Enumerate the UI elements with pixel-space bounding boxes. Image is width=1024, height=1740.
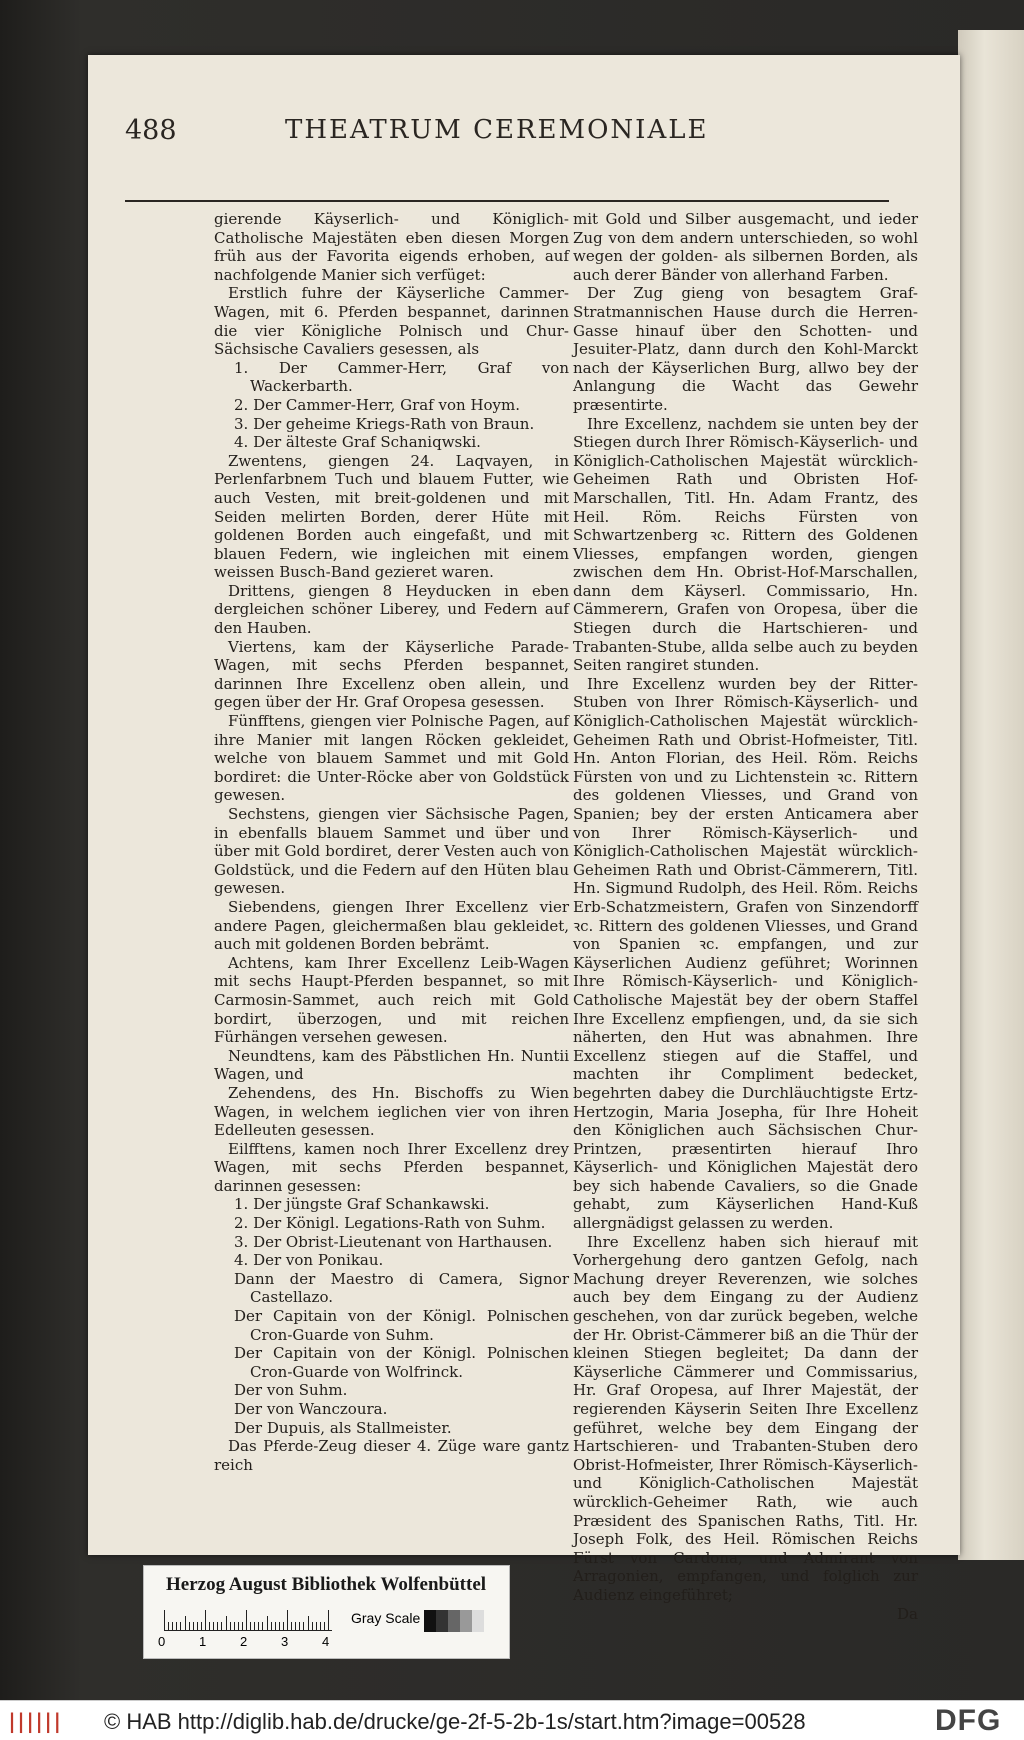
ruler-tick [238, 1622, 239, 1630]
ruler-tick [279, 1622, 280, 1630]
color-target-card [143, 1565, 510, 1659]
source-url[interactable]: © HAB http://diglib.hab.de/drucke/ge-2f-5-2b-1s/start.htm?image=00528 [104, 1709, 806, 1734]
gray-swatch [424, 1610, 436, 1632]
scale-number: 4 [322, 1634, 330, 1649]
ruler-tick [254, 1622, 255, 1630]
ruler-tick [258, 1622, 259, 1630]
paragraph: mit Gold und Silber ausgemacht, und ieder Zug von dem andern unterschieden, so wohl wegen der golden- als silbernen Borden, als auch derer Bänder von allerhand Farben. [573, 210, 918, 284]
paragraph: Ihre Excellenz, nachdem sie unten bey der Stiegen durch Ihrer Römisch-Käyserlich- und Königlich-Catholischen Majestät würcklich-Geheimen Rath und Obristen Hof-Marschallen, Titl. Hn. Adam Frantz, des Heil. Röm. Reichs Fürsten von Schwartzenberg ꝛc. Rittern des Goldenen Vliesses, empfangen worden, giengen zwischen dem Hn. Obrist-Hof-Marschallen, dann dem Käyserl. Commissario, Hn. Cämmerern, Grafen von Oropesa, über die Stiegen durch die Hartschieren- und Trabanten-Stube, allda selbe auch zu beyden Seiten rangiret stunden. [573, 414, 918, 675]
scale-number: 2 [240, 1634, 248, 1649]
running-title: THEATRUM CEREMONIALE [285, 115, 709, 145]
list-item: 1. Der jüngste Graf Schankawski. [234, 1195, 490, 1214]
ruler-tick [213, 1622, 214, 1630]
adjacent-page-edge [958, 30, 1024, 1560]
list-item: Der Capitain von der Königl. Polnischen Cron-Guarde von Wolfrinck. [234, 1344, 569, 1381]
ruler-tick [176, 1622, 177, 1630]
left-column [214, 210, 569, 1474]
paragraph: Zehendens, des Hn. Bischoffs zu Wien Wagen, in welchem ieglichen vier von ihren Edelleuten gesessen. [214, 1083, 569, 1140]
paragraph: gierende Käyserlich- und Königlich-Catholische Majestäten eben diesen Morgen früh aus der Favorita eigends erhoben, auf nachfolgende Manier sich verfüget: [214, 210, 569, 284]
viewer-footer [0, 1700, 1024, 1740]
library-name: Herzog August Bibliothek Wolfenbüttel [166, 1574, 487, 1595]
paragraph: Da [897, 1604, 918, 1623]
ruler-tick [221, 1622, 222, 1630]
ruler-tick [291, 1622, 292, 1630]
list-item: 3. Der Obrist-Lieutenant von Harthausen. [234, 1232, 553, 1251]
ruler-tick [303, 1622, 304, 1630]
ruler-tick [189, 1622, 190, 1630]
ruler-tick [164, 1610, 165, 1630]
ruler-tick [262, 1622, 263, 1630]
ruler-tick [250, 1622, 251, 1630]
ruler-tick [242, 1622, 243, 1630]
ruler-tick [287, 1610, 288, 1630]
hab-logo-icon: |||||| [6, 1709, 61, 1733]
paragraph: Das Pferde-Zeug dieser 4. Züge ware gantz reich [214, 1437, 569, 1474]
ruler-tick [328, 1610, 329, 1630]
ruler-tick [324, 1622, 325, 1630]
list-item: 4. Der von Ponikau. [234, 1251, 384, 1270]
paragraph: Der Zug gieng von besagtem Graf-Stratmannischen Hause durch die Herren-Gasse hinauf über den Schotten- und Jesuiter-Platz, dann durch den Kohl-Marckt nach der Käyserlichen Burg, allwo bey der Anlangung die Wacht das Gewehr præsentirte. [573, 284, 918, 414]
ruler-tick [267, 1616, 268, 1630]
ruler-tick [209, 1622, 210, 1630]
scale-number: 0 [158, 1634, 166, 1649]
list-item: 2. Der Cammer-Herr, Graf von Hoym. [234, 395, 521, 414]
paragraph: Sechstens, giengen vier Sächsische Pagen, in ebenfalls blauem Sammet und über und über mit Gold bordiret, derer Vesten auch von Goldstück, und die Federn auf den Hüten blau gewesen. [214, 805, 569, 898]
scale-ruler [164, 1610, 332, 1631]
list-item: 1. Der Cammer-Herr, Graf von Wackerbarth. [234, 358, 569, 396]
ruler-tick [275, 1622, 276, 1630]
paragraph: Achtens, kam Ihrer Excellenz Leib-Wagen mit sechs Haupt-Pferden bespannet, so mit Carmosin-Sammet, auch reich mit Gold bordirt, überzogen, und mit reichen Fürhängen versehen gewesen. [214, 953, 569, 1047]
paragraph: Neundtens, kam des Päbstlichen Hn. Nuntii Wagen, und [214, 1046, 569, 1084]
paragraph: Ihre Excellenz haben sich hierauf mit Vorhergehung dero gantzen Gefolg, nach Machung dreyer Reverenzen, wie solches auch bey dem Eingang zu der Audienz geschehen, von dar zurück begeben, welche der Hr. Obrist-Cämmerer biß an die Thür der kleinen Stiegen begleitet; Da dann der Käyserliche Cämmerer und Commissarius, Hr. Graf Oropesa, auf Ihrer Majestät, der regierenden Käyserin Seiten Ihre Excellenz geführet, welche bey dem Eingang der Hartschieren- und Trabanten-Stuben dero Obrist-Hofmeister, Ihrer Römisch-Käyserlich- und Königlich-Catholischen Majestät würcklich-Geheimer Rath, wie auch Præsident des Spanischen Raths, Titl. Hr. Joseph Folk, des Heil. Römischen Reichs Fürst von Cardona, und Admirant von Arragonien, empfangen, und folglich zur Audienz eingeführet; [573, 1232, 918, 1604]
header-rule [125, 200, 889, 202]
ruler-tick [308, 1616, 309, 1630]
paragraph: Ihre Excellenz wurden bey der Ritter-Stuben von Ihrer Römisch-Käyserlich- und Königlich-Catholischen Majestät würcklich-Geheimen Rath und Obrist-Hofmeister, Titl. Hn. Anton Florian, des Heil. Röm. Reichs Fürsten von und zu Lichtenstein ꝛc. Rittern des goldenen Vliesses, und Grand von Spanien; bey der ersten Anticamera aber von Ihrer Römisch-Käyserlich- und Königlich-Catholischen Majestät würcklich-Geheimen Rath und Obrist-Cämmerern, Titl. Hn. Sigmund Rudolph, des Heil. Röm. Reichs Erb-Schatzmeistern, Grafen von Sinzendorff ꝛc. Rittern des goldenen Vliesses, und Grand von Spanien ꝛc. empfangen, und zur Käyserlichen Audienz geführet; Worinnen Ihre Römisch-Käyserlich- und Königlich-Catholische Majestät bey der obern Staffel Ihre Excellenz empfiengen, und, da sie sich näherten, den Hut was abnahmen. Ihre Excellenz stiegen auf die Staffel, und machten ihr Compliment bedecket, begehrten dabey die Durchläuchtigste Ertz-Hertzogin, Maria Josepha, für Ihre Hoheit den Königlichen auch Sächsischen Chur-Printzen, præsentirten hierauf Ihro Käyserlich- und Königlichen Majestät dero bey sich habende Cavaliers, so die Gnade gehabt, zum Käyserlichen Hand-Kuß allergnädigst gelassen zu werden. [573, 674, 918, 1233]
ruler-tick [295, 1622, 296, 1630]
ruler-tick [246, 1610, 247, 1630]
ruler-tick [168, 1622, 169, 1630]
right-column [573, 210, 918, 1623]
paragraph: Erstlich fuhre der Käyserliche Cammer-Wagen, mit 6. Pferden bespannet, darinnen die vier Königliche Polnisch und Chur-Sächsische Cavaliers gesessen, als [214, 284, 569, 359]
dfg-logo: DFG [935, 1704, 1002, 1737]
ruler-tick [226, 1616, 227, 1630]
gray-swatch [436, 1610, 448, 1632]
ruler-tick [283, 1622, 284, 1630]
list-item: Der Capitain von der Königl. Polnischen Cron-Guarde von Suhm. [234, 1307, 569, 1344]
ruler-tick [180, 1622, 181, 1630]
paragraph: Fünfftens, giengen vier Polnische Pagen, auf ihre Manier mit langen Röcken gekleidet, welche von blauem Sammet und mit Gold bordiret: die Unter-Röcke aber von Goldstück gewesen. [214, 712, 569, 805]
list-item: Dann der Maestro di Camera, Signor Castellazo. [234, 1269, 569, 1307]
ruler-tick [312, 1622, 313, 1630]
list-item: 4. Der älteste Graf Schaniqwski. [234, 433, 481, 452]
ruler-tick [271, 1622, 272, 1630]
ruler-tick [185, 1616, 186, 1630]
paragraph: Drittens, giengen 8 Heyducken in eben dergleichen schöner Liberey, und Federn auf den Hauben. [214, 581, 569, 638]
list-item: Der von Suhm. [234, 1381, 348, 1400]
ruler-tick [197, 1622, 198, 1630]
page-header [125, 115, 765, 205]
ruler-tick [205, 1610, 206, 1630]
ruler-tick [201, 1622, 202, 1630]
gray-swatch [472, 1610, 484, 1632]
paragraph: Zwentens, giengen 24. Laqvayen, in Perlenfarbnem Tuch und blauem Futter, wie auch Vesten, mit breit-goldenen und mit Seiden melirten Borden, derer Hüte mit goldenen Borden auch eingefaßt, und mit blauen Federn, wie ingleichen mit einem weissen Busch-Band gezieret waren. [214, 451, 569, 582]
ruler-tick [230, 1622, 231, 1630]
paragraph: Siebendens, giengen Ihrer Excellenz vier andere Pagen, gleichermaßen blau gekleidet, auch mit goldenen Borden bebrämt. [214, 897, 569, 954]
paragraph: Eilfftens, kamen noch Ihrer Excellenz drey Wagen, mit sechs Pferden bespannet, darinnen gesessen: [214, 1139, 569, 1195]
ruler-tick [299, 1622, 300, 1630]
ruler-tick [172, 1622, 173, 1630]
ruler-tick [217, 1622, 218, 1630]
gray-scale-swatches [424, 1610, 484, 1632]
ruler-tick [320, 1622, 321, 1630]
ruler-tick [316, 1622, 317, 1630]
list-item: Der Dupuis, als Stallmeister. [234, 1418, 452, 1437]
list-item: 3. Der geheime Kriegs-Rath von Braun. [234, 414, 535, 433]
list-item: 2. Der Königl. Legations-Rath von Suhm. [234, 1214, 546, 1233]
gray-swatch [460, 1610, 472, 1632]
page-number: 488 [125, 115, 177, 146]
list-item: Der von Wanczoura. [234, 1400, 388, 1418]
scale-number: 3 [281, 1634, 289, 1649]
gray-swatch [448, 1610, 460, 1632]
gray-scale-label: Gray Scale [351, 1610, 421, 1626]
ruler-tick [234, 1622, 235, 1630]
paragraph: Viertens, kam der Käyserliche Parade-Wagen, mit sechs Pferden bespannet, darinnen Ihre Excellenz oben allein, und gegen über der Hr. Graf Oropesa gesessen. [214, 637, 569, 712]
scale-number: 1 [199, 1634, 207, 1649]
ruler-tick [193, 1622, 194, 1630]
